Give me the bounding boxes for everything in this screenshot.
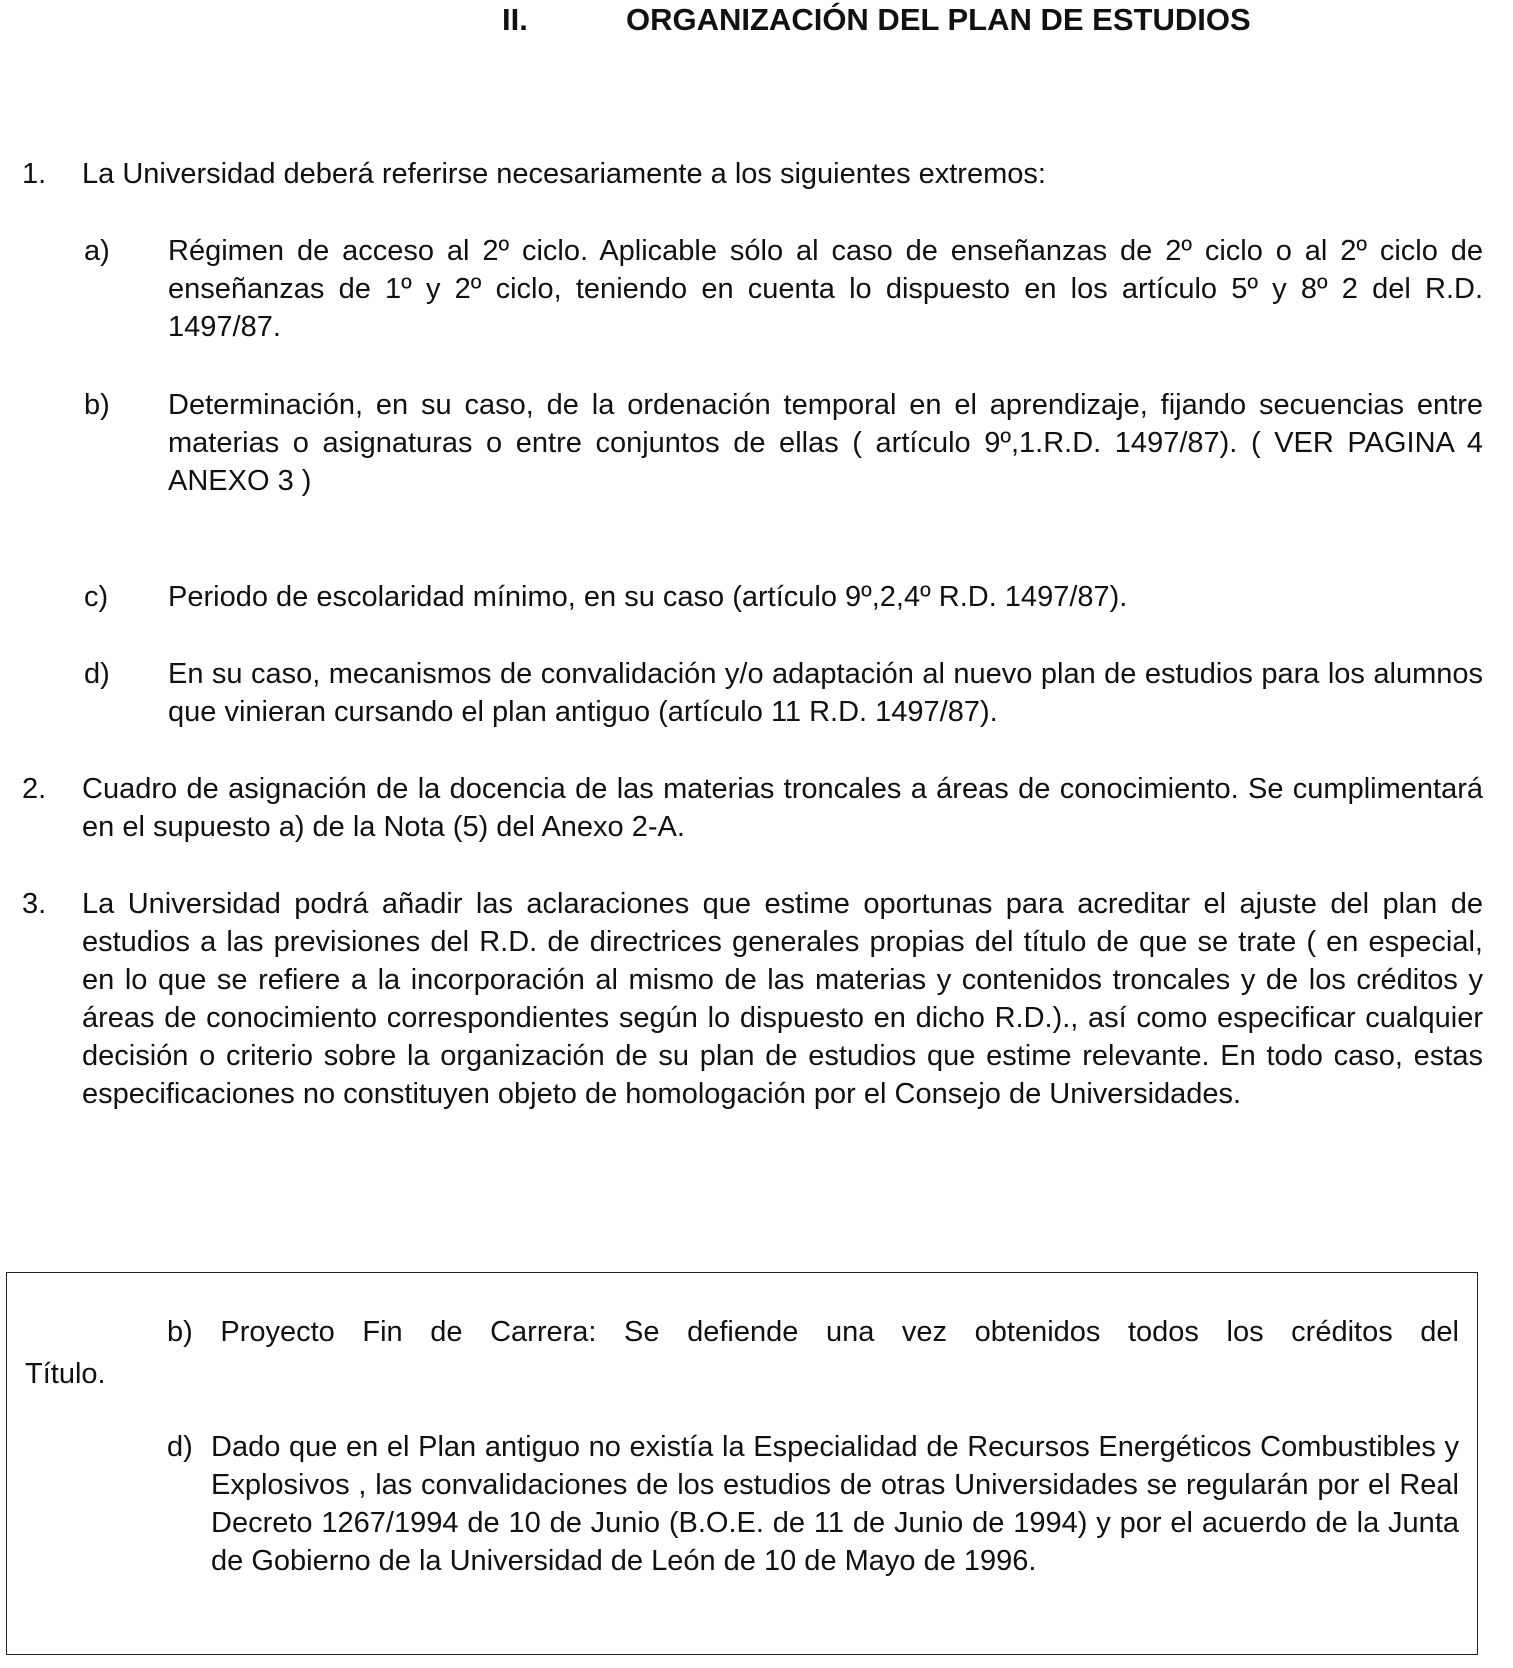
subitem-c [84,578,1483,618]
subitem-label: b) [84,389,110,421]
notes-box [6,1272,1478,1655]
list-item-number: 3. [22,888,47,920]
subitem-label: c) [84,581,109,613]
list-item-text: La Universidad podrá añadir las aclaraciones que estime oportunas para acreditar el ajuste del plan de estudios a las previsiones del R.D. de directrices generales propias del título de que se trate ( en especial, en lo que se refiere a la incorporación al mismo de las materias y contenidos troncales y de los créditos y áreas de conocimiento correspondientes según lo dispuesto en dicho R.D.)., así como especificar cualquier decisión o criterio sobre la organización de su plan de estudios que estime relevante. En todo caso, estas especificaciones no constituyen objeto de homologación por el Consejo de Universidades. [82,888,1483,1110]
subitem-d [84,655,1483,735]
subitem-a [84,232,1483,352]
section-title: ORGANIZACIÓN DEL PLAN DE ESTUDIOS [626,2,1251,37]
list-item-2 [22,770,1483,850]
note-d-text: Dado que en el Plan antiguo no existía la Especialidad de Recursos Energéticos Combustibles y Explosivos , las convalidaciones de los estudios de otras Universidades se regularán por el Real Decreto 1267/1994 de 10 de Junio (B.O.E. de 11 de Junio de 1994) y por el acuerdo de la Junta de Gobierno de la Universidad de León de 10 de Mayo de 1996. [211,1431,1459,1577]
subitem-text: Régimen de acceso al 2º ciclo. Aplicable sólo al caso de enseñanzas de 2º ciclo o al 2º ciclo de enseñanzas de 1º y 2º ciclo, teniendo en cuenta lo dispuesto en los artículo 5º y 8º 2 del R.D. 1497/87. [168,235,1483,343]
note-d-label: d) [167,1431,193,1463]
note-b-continuation: Título. [25,1358,106,1390]
subitem-b [84,386,1483,506]
subitem-text: Determinación, en su caso, de la ordenación temporal en el aprendizaje, fijando secuencias entre materias o asignaturas o entre conjuntos de ellas ( artículo 9º,1.R.D. 1497/87). ( VER PAGINA 4 ANEXO 3 ) [168,389,1483,497]
note-b-text: b) Proyecto Fin de Carrera: Se defiende una vez obtenidos todos los créditos del [167,1316,1459,1348]
subitem-label: d) [84,658,110,690]
subitem-text: Periodo de escolaridad mínimo, en su caso (artículo 9º,2,4º R.D. 1497/87). [168,581,1128,613]
list-item-text: Cuadro de asignación de la docencia de las materias troncales a áreas de conocimiento. Se cumplimentará en el supuesto a) de la Nota (5) del Anexo 2-A. [82,773,1483,843]
list-item-text: La Universidad deberá referirse necesariamente a los siguientes extremos: [82,158,1046,190]
subitem-text: En su caso, mecanismos de convalidación y/o adaptación al nuevo plan de estudios para los alumnos que vinieran cursando el plan antiguo (artículo 11 R.D. 1497/87). [168,658,1483,728]
list-item-number: 2. [22,773,47,805]
list-item-3 [22,885,1483,1155]
subitem-label: a) [84,235,110,267]
list-item-1 [22,155,1483,195]
list-item-number: 1. [22,158,47,190]
section-number: II. [502,2,528,37]
